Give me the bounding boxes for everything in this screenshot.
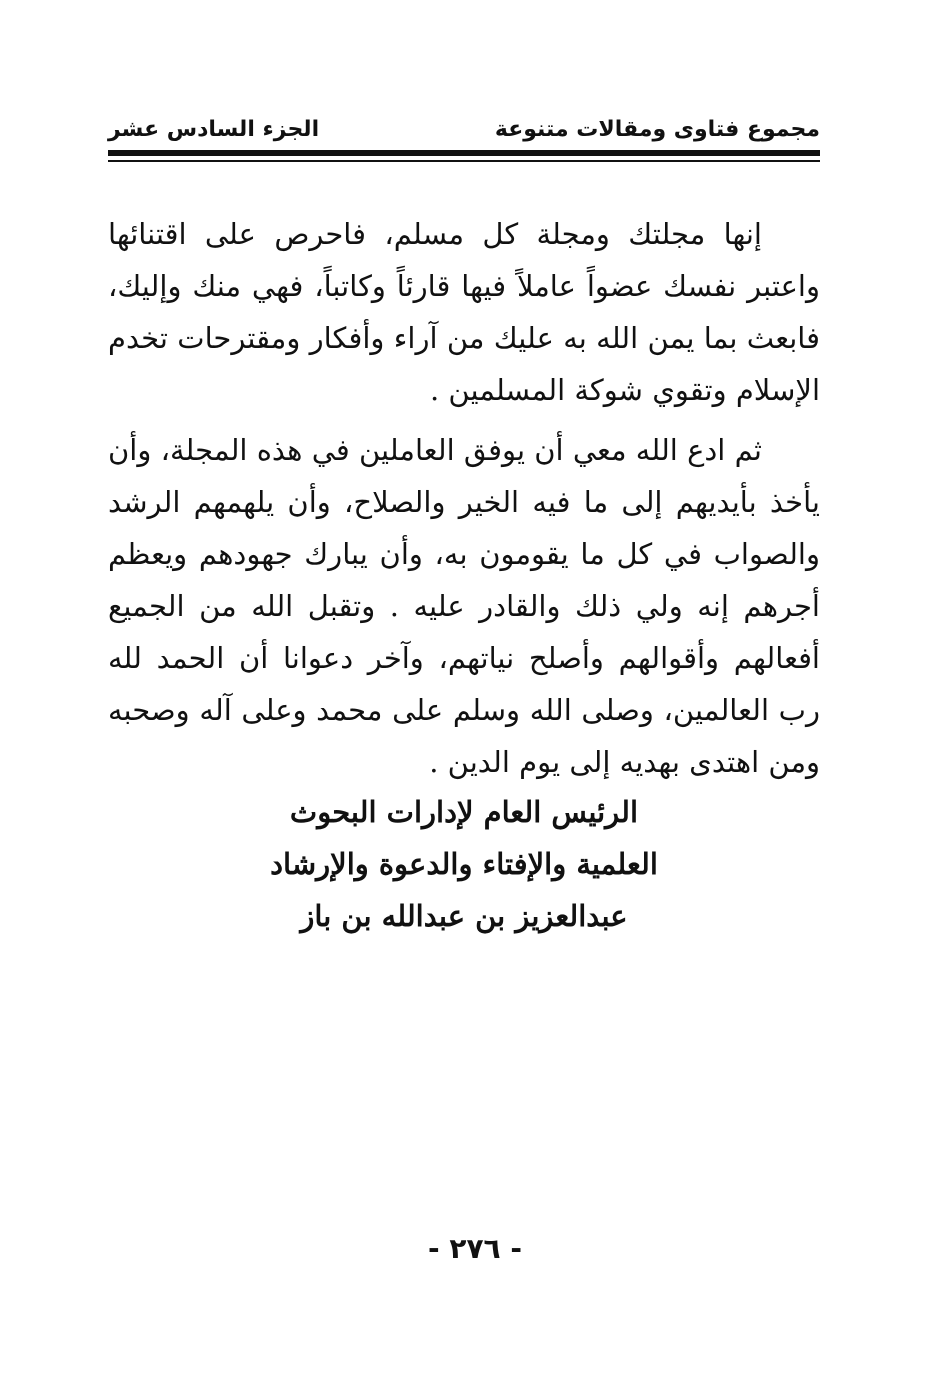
header-rule-thin (108, 160, 820, 162)
book-title: مجموع فتاوى ومقالات متنوعة (494, 117, 820, 142)
signature-title-line-1: الرئيس العام لإدارات البحوث (289, 795, 639, 829)
signature-name: عبدالعزيز بن عبدالله بن باز (300, 899, 628, 933)
page-number: - ٢٧٦ - (427, 1232, 523, 1265)
volume-title: الجزء السادس عشر (108, 117, 320, 142)
paragraph: ثم ادع الله معي أن يوفق العاملين في هذه المجلة، وأن يأخذ بأيديهم إلى ما فيه الخير والصلاح، وأن يلهمهم الرشد والصواب في كل ما يقومون به، وأن يبارك جهودهم ويعظم أجرهم إنه ولي ذلك والقادر عليه . وتقبل الله من الجميع أفعالهم وأقوالهم وأصلح نياتهم، وآخر دعوانا أن الحمد لله رب العالمين، وصلى الله وسلم على محمد وعلى آله وصحبه ومن اهتدى بهديه إلى يوم الدين . (108, 433, 820, 779)
body-text (108, 208, 820, 796)
header-rule-thick (108, 150, 820, 156)
paragraph: إنها مجلتك ومجلة كل مسلم، فاحرص على اقتنائها واعتبر نفسك عضواً عاملاً فيها قارئاً وكاتباً، فهي منك وإليك، فابعث بما يمن الله به عليك من آراء وأفكار ومقترحات تخدم الإسلام وتقوي شوكة المسلمين . (108, 217, 820, 407)
signature-block (108, 786, 820, 942)
signature-title-line-2: العلمية والإفتاء والدعوة والإرشاد (270, 847, 658, 881)
running-header (108, 112, 820, 142)
